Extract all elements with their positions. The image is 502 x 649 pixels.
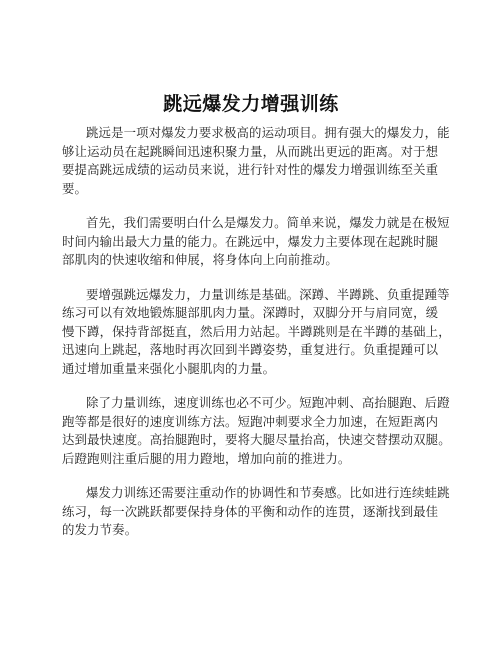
paragraph-line: 部肌肉的快速收缩和伸展，将身体向上向前推动。 [62,252,338,267]
paragraph [62,214,462,270]
paragraph-line: 要提高跳远成绩的运动员来说，进行针对性的爆发力增强训练至关重 [62,162,439,177]
paragraph-line: 后蹬跑则注重后腿的用力蹬地，增加向前的推进力。 [62,450,351,466]
paragraph-line: 除了力量训练，速度训练也必不可少。短跑冲刺、高抬腿跑、后蹬 [86,395,450,410]
paragraph-line: 时间内输出最大力量的能力。在跳远中，爆发力主要体现在起跳时腿 [62,233,439,249]
paragraph [62,124,462,198]
paragraph-line: 够让运动员在起跳瞬间迅速积聚力量，从而跳出更远的距离。对于想 [62,143,439,159]
paragraph-line: 首先，我们需要明白什么是爆发力。简单来说，爆发力就是在极短 [86,215,450,230]
paragraph-line: 达到最快速度。高抬腿跑时，要将大腿尽量抬高，快速交替摆动双腿。 [62,432,451,447]
paragraph-line: 迅速向上跳起，落地时再次回到半蹲姿势，重复进行。负重提踵可以 [62,342,439,357]
paragraph-line: 通过增加重量来强化小腿肌肉的力量。 [62,360,276,376]
document-body [62,124,462,556]
paragraph [62,286,462,379]
paragraph [62,484,462,540]
paragraph-line: 练习，每一次跳跃都要保持身体的平衡和动作的连贯，逐渐找到最佳 [62,503,439,519]
paragraph [62,394,462,468]
paragraph-line: 跑等都是很好的速度训练方法。短跑冲刺要求全力加速，在短距离内 [62,413,439,429]
paragraph-line: 慢下蹲，保持背部挺直，然后用力站起。半蹲跳则是在半蹲的基础上， [62,323,451,339]
paragraph-line: 的发力节奏。 [62,522,138,537]
paragraph-line: 练习可以有效地锻炼腿部肌肉力量。深蹲时，双脚分开与肩同宽，缓 [62,305,439,320]
document-title: 跳远爆发力增强训练 [163,93,339,115]
paragraph-line: 爆发力训练还需要注重动作的协调性和节奏感。比如进行连续蛙跳 [86,485,450,500]
paragraph-line: 要。 [62,180,88,196]
paragraph-line: 要增强跳远爆发力，力量训练是基础。深蹲、半蹲跳、负重提踵等 [86,286,450,302]
paragraph-line: 跳远是一项对爆发力要求极高的运动项目。拥有强大的爆发力，能 [86,125,450,140]
